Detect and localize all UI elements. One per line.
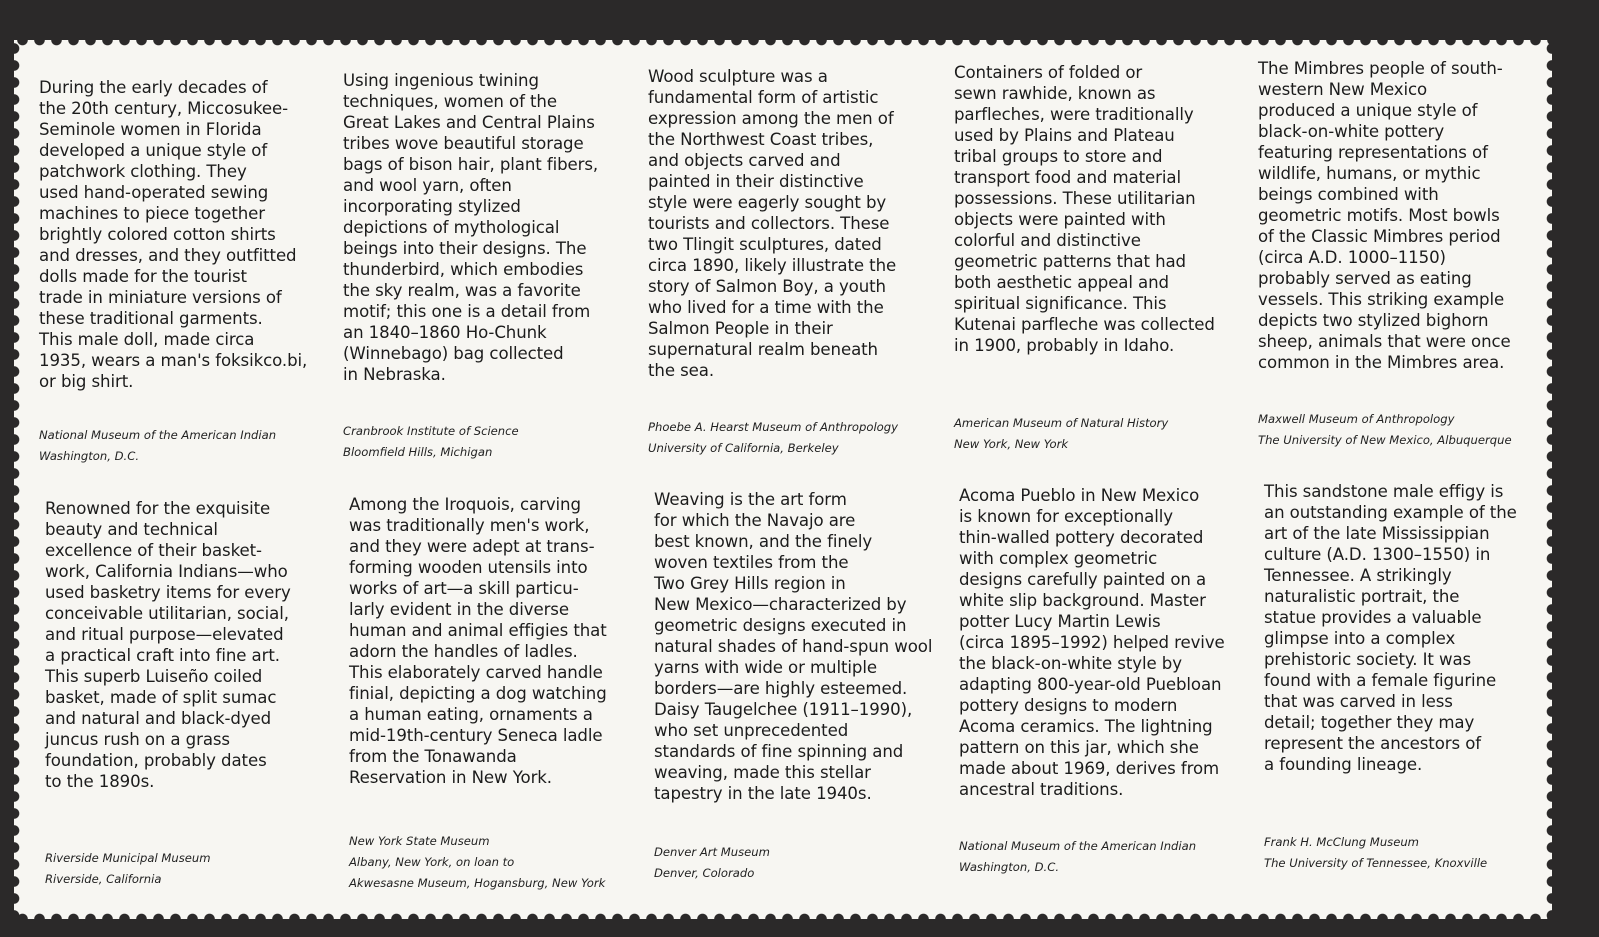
- panel-text: This sandstone male effigy is an outstanding example of the art of the late Mississippian culture (A.D. 1300–1550) in Tennessee. A strikingly naturalistic portrait, the statue provides a valuable glimpse into a complex prehistoric society. It was found with a female figurine that was carved in less detail; together they may represent the ancestors of a founding lineage.: [1264, 482, 1517, 774]
- panel-bag: [343, 70, 635, 459]
- panel-text: Wood sculpture was a fundamental form of artistic expression among the men of the Northwest Coast tribes, and objects carved and painted in their distinctive style were eagerly sought by tourists and collectors. These two Tlingit sculptures, dated circa 1890, likely illustrate the story of Salmon Boy, a youth who lived for a time with the Salmon People in their supernatural realm beneath the sea.: [648, 67, 897, 380]
- perforation-left: [8, 40, 20, 919]
- panel-text: Acoma Pueblo in New Mexico is known for exceptionally thin-walled pottery decorated with complex geometric designs carefully painted on a white slip background. Master potter Lucy Martin Lewis (circa 1895–1992) helped revive the black-on-white style by adapting 800-year-old Puebloan pottery designs to modern Acoma ceramics. The lightning pattern on this jar, which she made about 1969, derives from ancestral traditions.: [959, 486, 1225, 799]
- panel-text: Weaving is the art form for which the Navajo are best known, and the finely woven textiles from the Two Grey Hills region in New Mexico—characterized by geometric designs executed in natural shades of hand-spun wool yarns with wide or multiple borders—are highly esteemed. Daisy Taugelchee (1911–1990), who set unprecedented standards of fine spinning and weaving, made this stellar tapestry in the late 1940s.: [654, 490, 933, 803]
- panel-text: Renowned for the exquisite beauty and technical excellence of their basket- work, California Indians—who used basketry items for every conceivable utilitarian, social, and ritual purpose—elevated a practical craft into fine art. This superb Luiseño coiled basket, made of split sumac and natural and black-dyed juncus rush on a grass foundation, probably dates to the 1890s.: [45, 499, 291, 791]
- museum-credit: Denver Art Museum Denver, Colorado: [654, 845, 770, 880]
- museum-credit: Frank H. McClung Museum The University of Tennessee, Knoxville: [1264, 835, 1488, 870]
- museum-credit: Phoebe A. Hearst Museum of Anthropology University of California, Berkeley: [648, 420, 898, 455]
- panel-text: The Mimbres people of south- western New Mexico produced a unique style of black-on-white pottery featuring representations of wildlife, humans, or mythic beings combined with geometric motifs. Most bowls of the Classic Mimbres period (circa A.D. 1000–1150) probably served as eating vessels. This striking example depicts two stylized bighorn sheep, animals that were once common in the Mimbres area.: [1258, 59, 1511, 372]
- museum-credit: American Museum of Natural History New York, New York: [954, 416, 1169, 451]
- museum-credit: Cranbrook Institute of Science Bloomfield Hills, Michigan: [343, 424, 519, 459]
- panel-mimbres-pottery: [1258, 58, 1550, 447]
- panel-effigy: [1264, 481, 1556, 870]
- panel-text: Using ingenious twining techniques, women of the Great Lakes and Central Plains tribes wove beautiful storage bags of bison hair, plant fibers, and wool yarn, often incorporating stylized depictions of mythological beings into their designs. The thunderbird, which embodies the sky realm, was a favorite motif; this one is a detail from an 1840–1860 Ho-Chunk (Winnebago) bag collected in Nebraska.: [343, 71, 599, 384]
- museum-credit: National Museum of the American Indian Washington, D.C.: [959, 839, 1197, 874]
- panel-acoma-pottery: [959, 485, 1251, 874]
- museum-credit: National Museum of the American Indian Washington, D.C.: [39, 428, 277, 463]
- panel-text: Among the Iroquois, carving was traditionally men's work, and they were adept at trans- forming wooden utensils into works of art—a skill particu- larly evident in the diverse human and animal effigies that adorn the handles of ladles. This elaborately carved handle finial, depicting a dog watching a human eating, ornaments a mid-19th-century Seneca ladle from the Tonawanda Reservation in New York.: [349, 495, 607, 787]
- panel-wood-sculpture: [648, 66, 940, 455]
- perforation-top: [14, 34, 1552, 46]
- panel-basket: [45, 498, 337, 886]
- stamp-back-sheet: [14, 40, 1552, 919]
- perforation-bottom: [14, 913, 1552, 925]
- panel-parfleche: [954, 62, 1246, 451]
- panel-text: During the early decades of the 20th century, Miccosukee- Seminole women in Florida developed a unique style of patchwork clothing. They used hand-operated sewing machines to piece together brightly colored cotton shirts and dresses, and they outfitted dolls made for the tourist trade in miniature versions of these traditional garments. This male doll, made circa 1935, wears a man's foksikco.bi, or big shirt.: [39, 78, 308, 391]
- panel-ladle: [349, 494, 641, 890]
- panel-doll: [39, 77, 331, 463]
- museum-credit: Riverside Municipal Museum Riverside, California: [45, 851, 211, 886]
- museum-credit: New York State Museum Albany, New York, on loan to Akwesasne Museum, Hogansburg, New York: [349, 834, 606, 890]
- museum-credit: Maxwell Museum of Anthropology The University of New Mexico, Albuquerque: [1258, 412, 1512, 447]
- panel-text: Containers of folded or sewn rawhide, known as parfleches, were traditionally used by Plains and Plateau tribal groups to store and transport food and material possessions. These utilitarian objects were painted with colorful and distinctive geometric patterns that had both aesthetic appeal and spiritual significance. This Kutenai parfleche was collected in 1900, probably in Idaho.: [954, 63, 1215, 355]
- panel-weaving: [654, 489, 946, 880]
